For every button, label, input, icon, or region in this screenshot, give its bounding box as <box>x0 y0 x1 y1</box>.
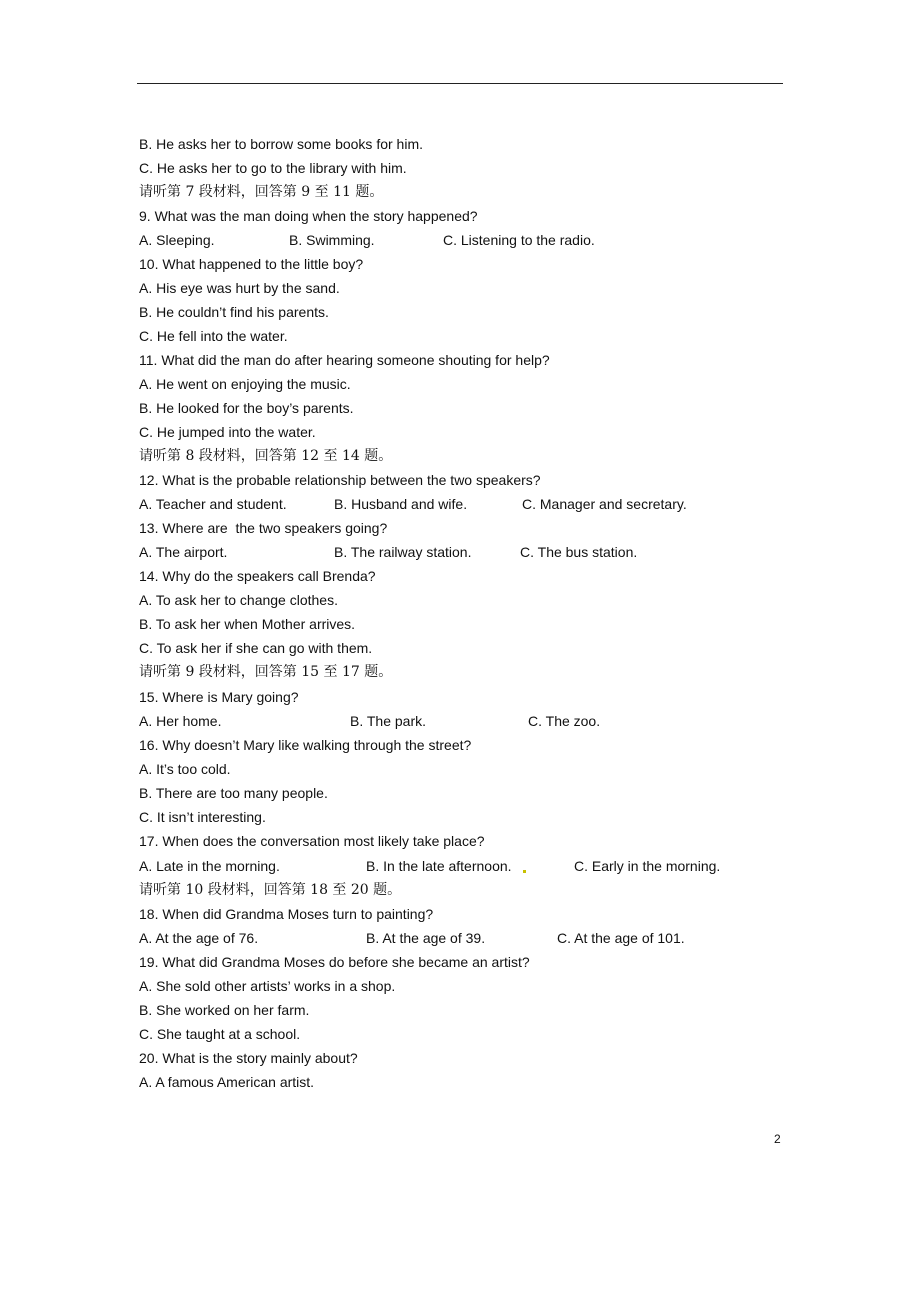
question-19: 19. What did Grandma Moses do before she became an artist? <box>139 954 530 970</box>
question-15: 15. Where is Mary going? <box>139 689 299 705</box>
question-10: 10. What happened to the little boy? <box>139 256 364 272</box>
question-20: 20. What is the story mainly about? <box>139 1050 358 1066</box>
option-19a: A. She sold other artists’ works in a shop. <box>139 978 396 994</box>
option-15a: A. Her home. <box>139 713 222 729</box>
option-18a: A. At the age of 76. <box>139 930 259 946</box>
option-8c: C. He asks her to go to the library with him. <box>139 160 407 176</box>
question-12: 12. What is the probable relationship between the two speakers? <box>139 472 541 488</box>
option-13a: A. The airport. <box>139 544 228 560</box>
option-11b: B. He looked for the boy’s parents. <box>139 400 354 416</box>
option-16c: C. It isn’t interesting. <box>139 809 266 825</box>
marker-dot <box>523 870 526 873</box>
section-8-instruction: 请听第 8 段材料，回答第 12 至 14 题。 <box>139 448 393 464</box>
option-19c: C. She taught at a school. <box>139 1026 301 1042</box>
option-12c: C. Manager and secretary. <box>522 496 687 512</box>
question-18: 18. When did Grandma Moses turn to painting? <box>139 906 434 922</box>
option-19b: B. She worked on her farm. <box>139 1002 310 1018</box>
option-11c: C. He jumped into the water. <box>139 424 316 440</box>
question-14: 14. Why do the speakers call Brenda? <box>139 568 376 584</box>
option-17b: B. In the late afternoon. <box>366 858 512 874</box>
option-14a: A. To ask her to change clothes. <box>139 592 338 608</box>
option-18c: C. At the age of 101. <box>557 930 685 946</box>
option-18b: B. At the age of 39. <box>366 930 486 946</box>
option-10b: B. He couldn’t find his parents. <box>139 304 329 320</box>
option-16a: A. It’s too cold. <box>139 761 231 777</box>
option-17a: A. Late in the morning. <box>139 858 280 874</box>
question-13: 13. Where are the two speakers going? <box>139 520 388 536</box>
header-rule <box>137 83 783 84</box>
option-10a: A. His eye was hurt by the sand. <box>139 280 340 296</box>
question-11: 11. What did the man do after hearing someone shouting for help? <box>139 352 550 368</box>
option-10c: C. He fell into the water. <box>139 328 288 344</box>
question-16: 16. Why doesn’t Mary like walking through the street? <box>139 737 472 753</box>
question-9: 9. What was the man doing when the story happened? <box>139 208 478 224</box>
option-17c: C. Early in the morning. <box>574 858 721 874</box>
option-8b: B. He asks her to borrow some books for him. <box>139 136 423 152</box>
option-12b: B. Husband and wife. <box>334 496 468 512</box>
option-14b: B. To ask her when Mother arrives. <box>139 616 356 632</box>
option-9a: A. Sleeping. <box>139 232 215 248</box>
option-13b: B. The railway station. <box>334 544 472 560</box>
option-15b: B. The park. <box>350 713 427 729</box>
option-20a: A. A famous American artist. <box>139 1074 315 1090</box>
option-14c: C. To ask her if she can go with them. <box>139 640 373 656</box>
page-number: 2 <box>774 1132 781 1146</box>
option-15c: C. The zoo. <box>528 713 601 729</box>
option-9b: B. Swimming. <box>289 232 375 248</box>
option-9c: C. Listening to the radio. <box>443 232 595 248</box>
section-7-instruction: 请听第 7 段材料，回答第 9 至 11 题。 <box>139 184 384 200</box>
option-11a: A. He went on enjoying the music. <box>139 376 351 392</box>
option-16b: B. There are too many people. <box>139 785 328 801</box>
question-17: 17. When does the conversation most likely take place? <box>139 833 485 849</box>
section-9-instruction: 请听第 9 段材料，回答第 15 至 17 题。 <box>139 664 393 680</box>
option-13c: C. The bus station. <box>520 544 638 560</box>
section-10-instruction: 请听第 10 段材料，回答第 18 至 20 题。 <box>139 882 402 898</box>
option-12a: A. Teacher and student. <box>139 496 287 512</box>
